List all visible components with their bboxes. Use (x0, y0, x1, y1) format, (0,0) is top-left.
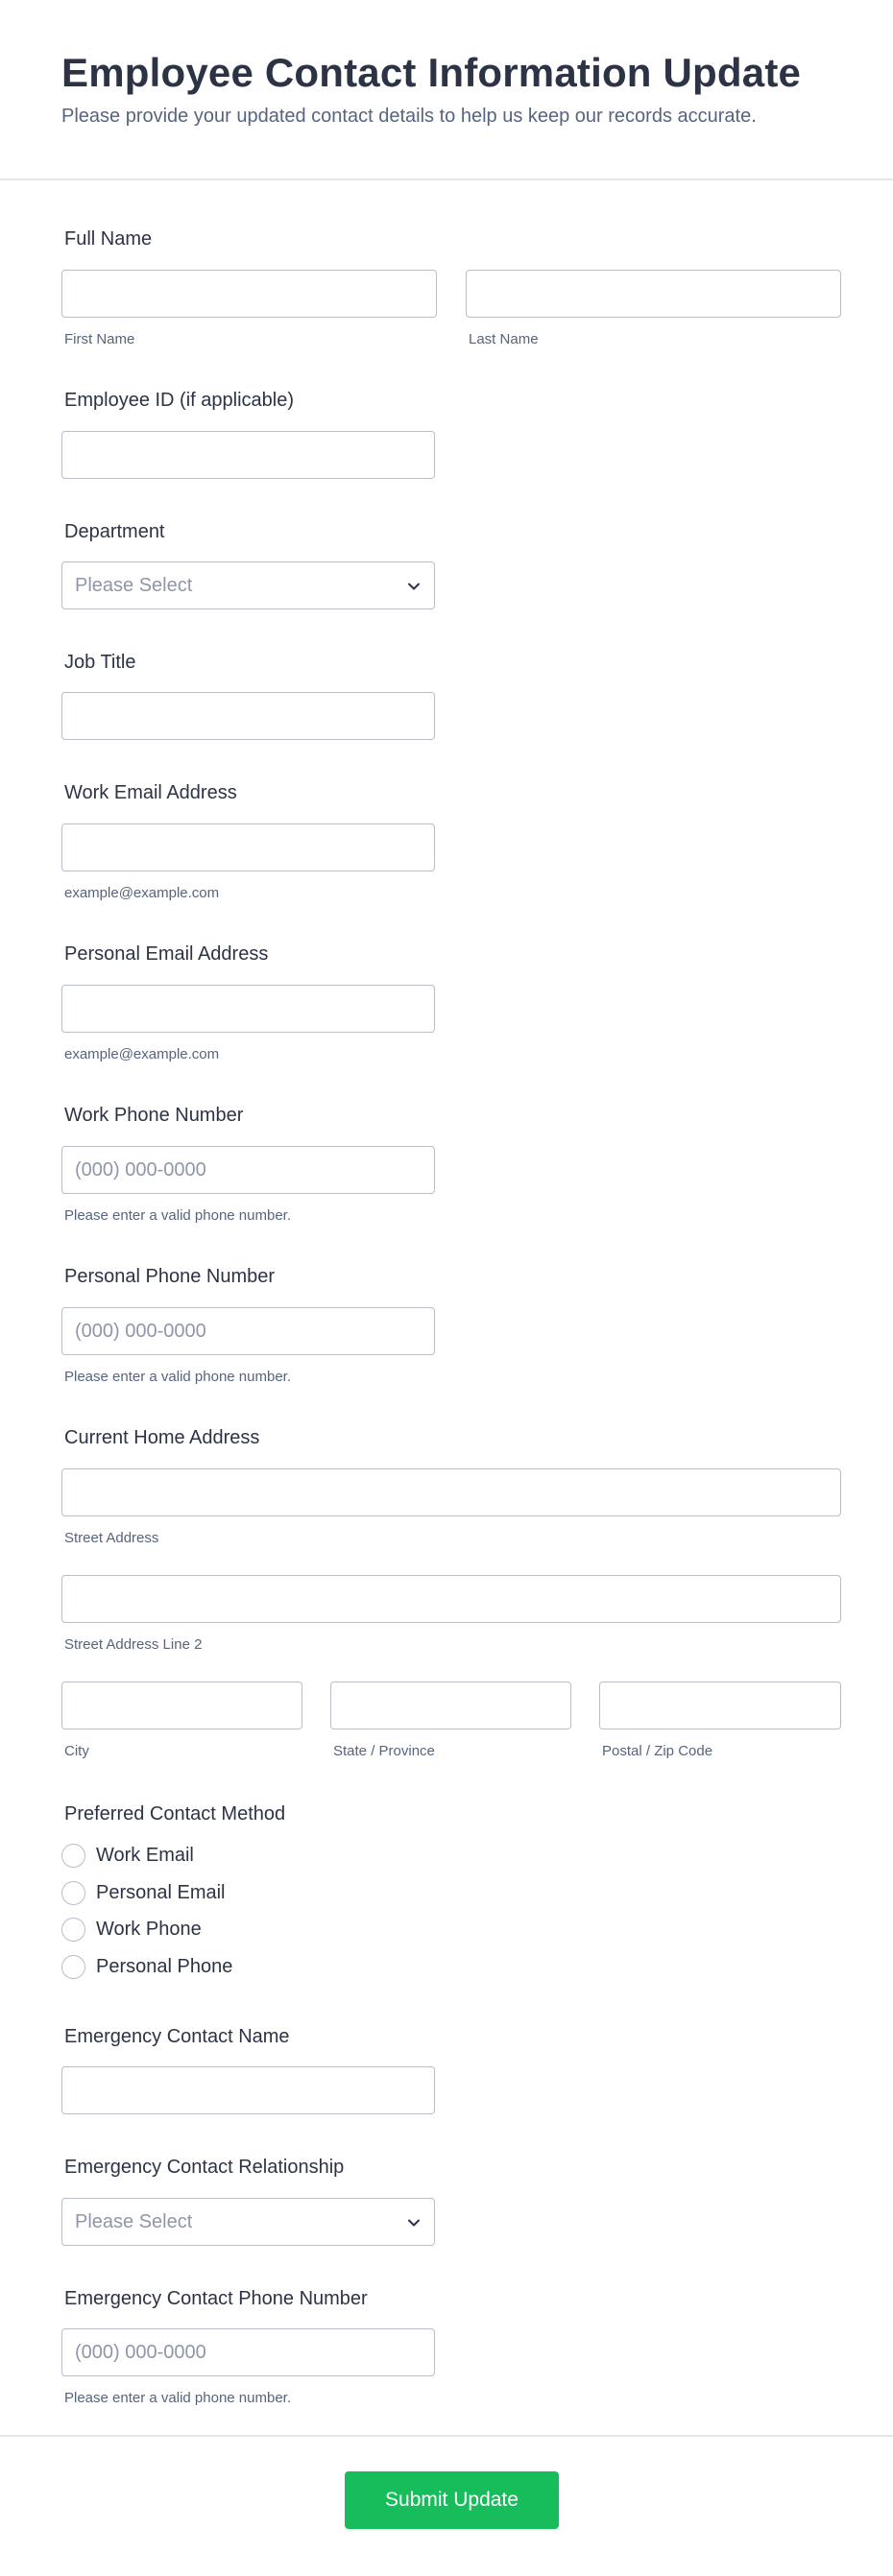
chevron-down-icon (405, 578, 422, 595)
job-title-input[interactable] (61, 692, 435, 740)
state-province-sublabel: State / Province (333, 1743, 435, 1759)
form-header (0, 0, 893, 180)
contact-method-label: Preferred Contact Method (64, 1803, 286, 1825)
radio-button[interactable] (61, 1918, 85, 1942)
page-title: Employee Contact Information Update (61, 50, 802, 95)
department-select-value: Please Select (75, 574, 193, 596)
state-province-input[interactable] (330, 1682, 571, 1729)
radio-button[interactable] (61, 1844, 85, 1868)
employee-id-label: Employee ID (if applicable) (64, 390, 294, 411)
personal-email-input[interactable] (61, 985, 435, 1033)
first-name-input[interactable] (61, 270, 437, 318)
radio-button[interactable] (61, 1881, 85, 1905)
department-select[interactable] (61, 561, 435, 609)
work-email-hint: example@example.com (64, 885, 220, 901)
radio-label: Work Email (96, 1844, 194, 1866)
last-name-input[interactable] (466, 270, 841, 318)
page-subtitle: Please provide your updated contact details to help us keep our records accurate. (61, 106, 757, 127)
radio-option-personal-email[interactable] (61, 1879, 226, 1906)
emergency-name-label: Emergency Contact Name (64, 2026, 290, 2047)
footer-divider (0, 2435, 893, 2437)
radio-label: Work Phone (96, 1918, 202, 1940)
work-phone-hint: Please enter a valid phone number. (64, 1207, 291, 1224)
work-email-input[interactable] (61, 823, 435, 871)
radio-label: Personal Email (96, 1881, 226, 1903)
street-address-line2-sublabel: Street Address Line 2 (64, 1636, 203, 1653)
emergency-phone-hint: Please enter a valid phone number. (64, 2390, 291, 2406)
job-title-label: Job Title (64, 652, 136, 673)
emergency-phone-input[interactable] (61, 2328, 435, 2376)
last-name-sublabel: Last Name (469, 331, 539, 347)
work-email-label: Work Email Address (64, 782, 237, 803)
chevron-down-icon (405, 2214, 422, 2231)
radio-option-work-email[interactable] (61, 1842, 194, 1869)
work-phone-input[interactable] (61, 1146, 435, 1194)
postal-code-sublabel: Postal / Zip Code (602, 1743, 713, 1759)
emergency-relationship-select[interactable] (61, 2198, 435, 2246)
street-address-input[interactable] (61, 1468, 841, 1516)
personal-phone-label: Personal Phone Number (64, 1266, 276, 1287)
personal-phone-input[interactable] (61, 1307, 435, 1355)
home-address-label: Current Home Address (64, 1427, 260, 1448)
street-address-line2-input[interactable] (61, 1575, 841, 1623)
work-phone-label: Work Phone Number (64, 1105, 244, 1126)
emergency-name-input[interactable] (61, 2066, 435, 2114)
city-sublabel: City (64, 1743, 89, 1759)
radio-option-personal-phone[interactable] (61, 1953, 232, 1980)
submit-button[interactable]: Submit Update (345, 2471, 559, 2529)
radio-label: Personal Phone (96, 1955, 233, 1977)
street-address-sublabel: Street Address (64, 1530, 159, 1546)
full-name-label: Full Name (64, 228, 153, 250)
personal-email-hint: example@example.com (64, 1046, 220, 1062)
first-name-sublabel: First Name (64, 331, 135, 347)
department-label: Department (64, 521, 165, 542)
city-input[interactable] (61, 1682, 302, 1729)
radio-option-work-phone[interactable] (61, 1916, 202, 1943)
personal-phone-hint: Please enter a valid phone number. (64, 1369, 291, 1385)
radio-button[interactable] (61, 1955, 85, 1979)
postal-code-input[interactable] (599, 1682, 841, 1729)
employee-id-input[interactable] (61, 431, 435, 479)
emergency-relationship-label: Emergency Contact Relationship (64, 2157, 345, 2178)
personal-email-label: Personal Email Address (64, 943, 269, 965)
emergency-phone-label: Emergency Contact Phone Number (64, 2288, 368, 2309)
emergency-relationship-select-value: Please Select (75, 2210, 193, 2232)
